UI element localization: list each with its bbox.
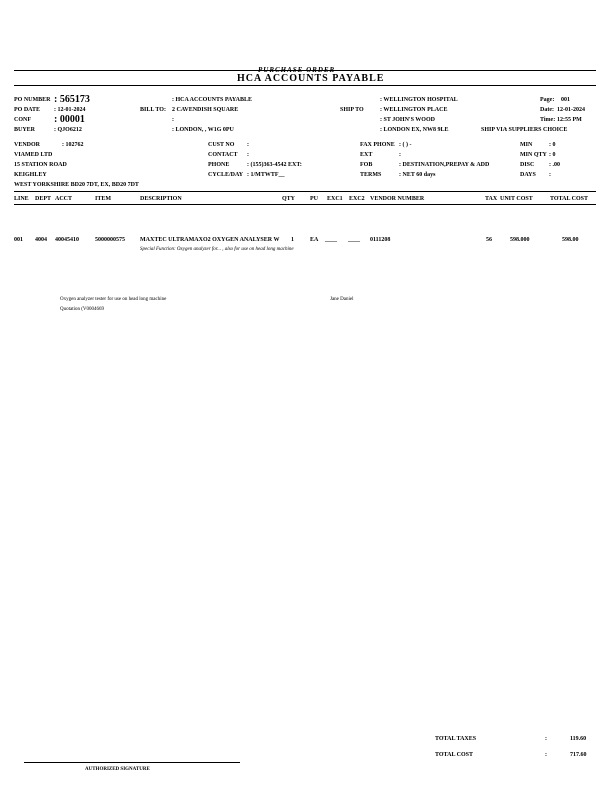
row-uom: EA	[310, 237, 319, 243]
signature-line	[24, 762, 240, 763]
buyer-value: : QJO6212	[54, 127, 82, 133]
time-value: 12:55 PM	[557, 117, 582, 123]
cycle-value: : 1/MTWTF__	[247, 172, 285, 178]
min-value: : 0	[549, 142, 556, 148]
ship-to-label: SHIP TO	[340, 107, 364, 113]
total-taxes-sep: :	[545, 736, 547, 742]
days-label: DAYS	[520, 172, 536, 178]
bill-to-line3: :	[172, 117, 174, 123]
po-number-label: PO NUMBER	[14, 97, 51, 103]
ext-value: :	[399, 152, 401, 158]
col-vendor-number: VENDOR NUMBER	[370, 196, 425, 202]
fob-label: FOB	[360, 162, 373, 168]
min-qty-label: MIN QTY	[520, 152, 547, 158]
row-qty: 1	[291, 237, 294, 243]
bill-to-line1: : HCA ACCOUNTS PAYABLE	[172, 97, 252, 103]
note-line-2: Quotation (V0004669	[60, 307, 105, 312]
cust-no-label: CUST NO	[208, 142, 235, 148]
date-value: 12-01-2024	[557, 107, 585, 113]
min-label: MIN	[520, 142, 533, 148]
fax-value: : ( ) -	[399, 142, 412, 148]
vendor-name: VIAMED LTD	[14, 152, 53, 158]
contact-label: CONTACT	[208, 152, 238, 158]
phone-label: PHONE	[208, 162, 230, 168]
fob-value: : DESTINATION,PREPAY & ADD	[399, 162, 490, 168]
row-acct: 40045410	[55, 237, 79, 243]
row-tax: 56	[486, 237, 492, 243]
ship-to-line2: : WELLINGTON PLACE	[380, 107, 448, 113]
disc-label: DISC	[520, 162, 535, 168]
ship-to-line4: : LONDON EX, NW8 9LE	[380, 127, 449, 133]
ship-via-label: SHIP VIA	[481, 127, 508, 133]
col-tax: TAX	[485, 196, 498, 202]
vendor-address-3: WEST YORKSHIRE BD20 7DT, EX, BD20 7DT	[14, 182, 139, 188]
bill-to-label: BILL TO:	[140, 107, 166, 113]
page-label: Page:	[540, 97, 555, 103]
terms-value: : NET 60 days	[399, 172, 436, 178]
ship-to-line3: : ST JOHN'S WOOD	[380, 117, 435, 123]
total-cost-value: 717.60	[570, 752, 587, 758]
vendor-label: VENDOR	[14, 142, 41, 148]
col-uom: PU	[310, 196, 318, 202]
po-date-label: PO DATE	[14, 107, 41, 113]
ship-to-line1: : WELLINGTON HOSPITAL	[380, 97, 458, 103]
bill-to-line4: : LONDON, , W1G 0PU	[172, 127, 234, 133]
bill-to-line2: 2 CAVENDISH SQUARE	[172, 107, 239, 113]
conf-label: CONF	[14, 117, 31, 123]
columns-rule-top	[14, 191, 596, 192]
form-title: PURCHASE ORDER	[258, 66, 336, 74]
row-item: 5000000575	[95, 237, 125, 243]
total-cost-sep: :	[545, 752, 547, 758]
row-note: Special Function: Oxygen analyzer for... , also for use on head long machine	[140, 247, 294, 252]
ext-label: EXT	[360, 152, 373, 158]
col-item: ITEM	[95, 196, 112, 202]
row-line: 001	[14, 237, 23, 243]
page-value: 001	[561, 97, 570, 103]
company-title: HCA ACCOUNTS PAYABLE	[237, 73, 385, 84]
phone-value: : (155)363-4542 EXT:	[247, 162, 302, 168]
vendor-address-2: KEIGHLEY	[14, 172, 47, 178]
columns-rule-bottom	[14, 204, 596, 205]
conf-value: : 00001	[54, 114, 85, 125]
time-label: Time:	[540, 117, 556, 123]
header-rule-top	[14, 70, 596, 71]
vendor-value: : 102762	[62, 142, 84, 148]
row-total-cost: 598.00	[562, 237, 579, 243]
col-acct: ACCT	[55, 196, 73, 202]
row-dept: 4004	[35, 237, 47, 243]
cust-no-value: :	[247, 142, 249, 148]
days-value: :	[549, 172, 551, 178]
col-line: LINE	[14, 196, 29, 202]
col-qty: QTY	[282, 196, 296, 202]
po-date-value: : 12-01-2024	[54, 107, 86, 113]
row-exc1: ____	[325, 237, 337, 243]
note-line-1: Oxygen analyzer tester for use on head long machine	[60, 297, 167, 302]
col-exc1: EXC1	[327, 196, 343, 202]
row-exc2: ____	[348, 237, 360, 243]
row-vendor-number: 0111208	[370, 237, 391, 243]
col-exc2: EXC2	[349, 196, 365, 202]
col-description: DESCRIPTION	[140, 196, 182, 202]
buyer-label: BUYER	[14, 127, 36, 133]
fax-label: FAX PHONE	[360, 142, 395, 148]
contact-value: :	[247, 152, 249, 158]
date-label: Date:	[540, 107, 554, 113]
col-total-cost: TOTAL COST	[550, 196, 588, 202]
po-number-value: : 565173	[54, 94, 90, 105]
total-cost-label: TOTAL COST	[435, 752, 473, 758]
row-description: MAXTEC ULTRAMAXO2 OXYGEN ANALYSER W	[140, 237, 280, 243]
cycle-label: CYCLE/DAY	[208, 172, 244, 178]
ship-via-value: : SUPPLIERS CHOICE	[505, 127, 568, 133]
terms-label: TERMS	[360, 172, 382, 178]
total-taxes-value: 119.60	[570, 736, 587, 742]
col-dept: DEPT	[35, 196, 52, 202]
signature-label: AUTHORIZED SIGNATURE	[85, 767, 150, 772]
note-contact-name: Jane Daniel	[330, 297, 354, 302]
header-rule-bottom	[14, 85, 596, 86]
min-qty-value: : 0	[549, 152, 556, 158]
col-unit-cost: UNIT COST	[500, 196, 533, 202]
row-unit-cost: 598.000	[510, 237, 530, 243]
vendor-address-1: 15 STATION ROAD	[14, 162, 67, 168]
total-taxes-label: TOTAL TAXES	[435, 736, 477, 742]
disc-value: : .00	[549, 162, 560, 168]
